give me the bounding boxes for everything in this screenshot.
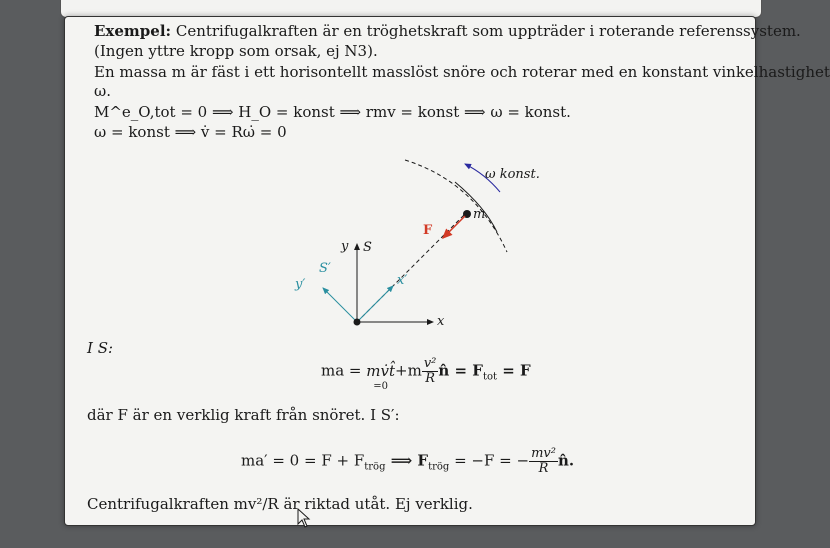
omega-label: ω konst. xyxy=(485,167,540,182)
example-line-1 xyxy=(94,22,801,40)
x-axis-label: x xyxy=(437,314,445,329)
eq-sp-lhs: ma′ = 0 = F + F xyxy=(241,451,365,470)
rotation-diagram xyxy=(285,152,555,329)
mouse-cursor-icon xyxy=(297,508,311,528)
eq-sp-frac-num: mv² xyxy=(531,446,556,461)
example-line-2: (Ingen yttre kropp som orsak, ej N3). xyxy=(94,42,378,60)
eq-s-frac xyxy=(422,357,439,386)
eq-s-frac-num: v² xyxy=(423,356,437,371)
eq-sp-frac-den: R xyxy=(538,461,549,476)
eq-s-rest: n̂ = F xyxy=(438,361,483,380)
eq-sp-trog1: trög xyxy=(364,461,386,473)
equation-s xyxy=(321,357,531,397)
yprime-label: y′ xyxy=(295,277,306,292)
sprime-label: S′ xyxy=(319,261,331,276)
eq-s-plus: +m xyxy=(395,361,422,380)
xprime-label: x′ xyxy=(397,273,408,288)
eq-sp-mid: ⟹ F xyxy=(385,451,429,470)
xprime-axis xyxy=(357,286,393,322)
example-line-4: ω. xyxy=(94,82,111,100)
equation-sprime xyxy=(241,447,574,487)
s-frame-label: S xyxy=(363,240,372,255)
y-axis-label: y xyxy=(341,239,349,254)
section-s-label: I S: xyxy=(87,339,114,357)
eq-sp-end: n̂. xyxy=(557,451,575,470)
eq-sp-frac xyxy=(529,447,558,476)
eq-s-underbrace xyxy=(366,361,396,392)
equation-1: M^e_O,tot = 0 ⟹ H_O = konst ⟹ rmv = konst ⟹ ω = konst. xyxy=(94,103,571,121)
force-label: F xyxy=(423,223,433,238)
eq-s-tot: tot xyxy=(482,371,498,383)
mass-label: m xyxy=(473,207,486,222)
example-line-3: En massa m är fäst i ett horisontellt masslöst snöre och roterar med en konstant vinkelhastighet xyxy=(94,63,830,81)
section-sprime-intro: där F är en verklig kraft från snöret. I S′: xyxy=(87,406,400,424)
example-line1-text: Centrifugalkraften är en tröghetskraft som uppträder i roterande referenssystem. xyxy=(175,22,801,40)
eq-s-end: = F xyxy=(497,361,531,380)
eq-s-under: =0 xyxy=(373,380,389,392)
conclusion-text: Centrifugalkraften mv²/R är riktad utåt. Ej verklig. xyxy=(87,495,473,513)
example-heading: Exempel: xyxy=(94,22,172,40)
origin-point xyxy=(354,319,361,326)
force-arrow xyxy=(443,216,465,238)
eq-s-lhs: ma = xyxy=(321,361,367,380)
yprime-axis xyxy=(323,288,357,322)
example-panel xyxy=(64,16,830,526)
eq-sp-trog2: trög xyxy=(428,461,450,473)
eq-s-term1: mv̇t̂ xyxy=(366,361,396,380)
equation-2: ω = konst ⟹ v̇ = Rω̇ = 0 xyxy=(94,123,287,141)
eq-sp-mid2: = −F = − xyxy=(449,451,530,470)
eq-s-frac-den: R xyxy=(425,371,435,386)
